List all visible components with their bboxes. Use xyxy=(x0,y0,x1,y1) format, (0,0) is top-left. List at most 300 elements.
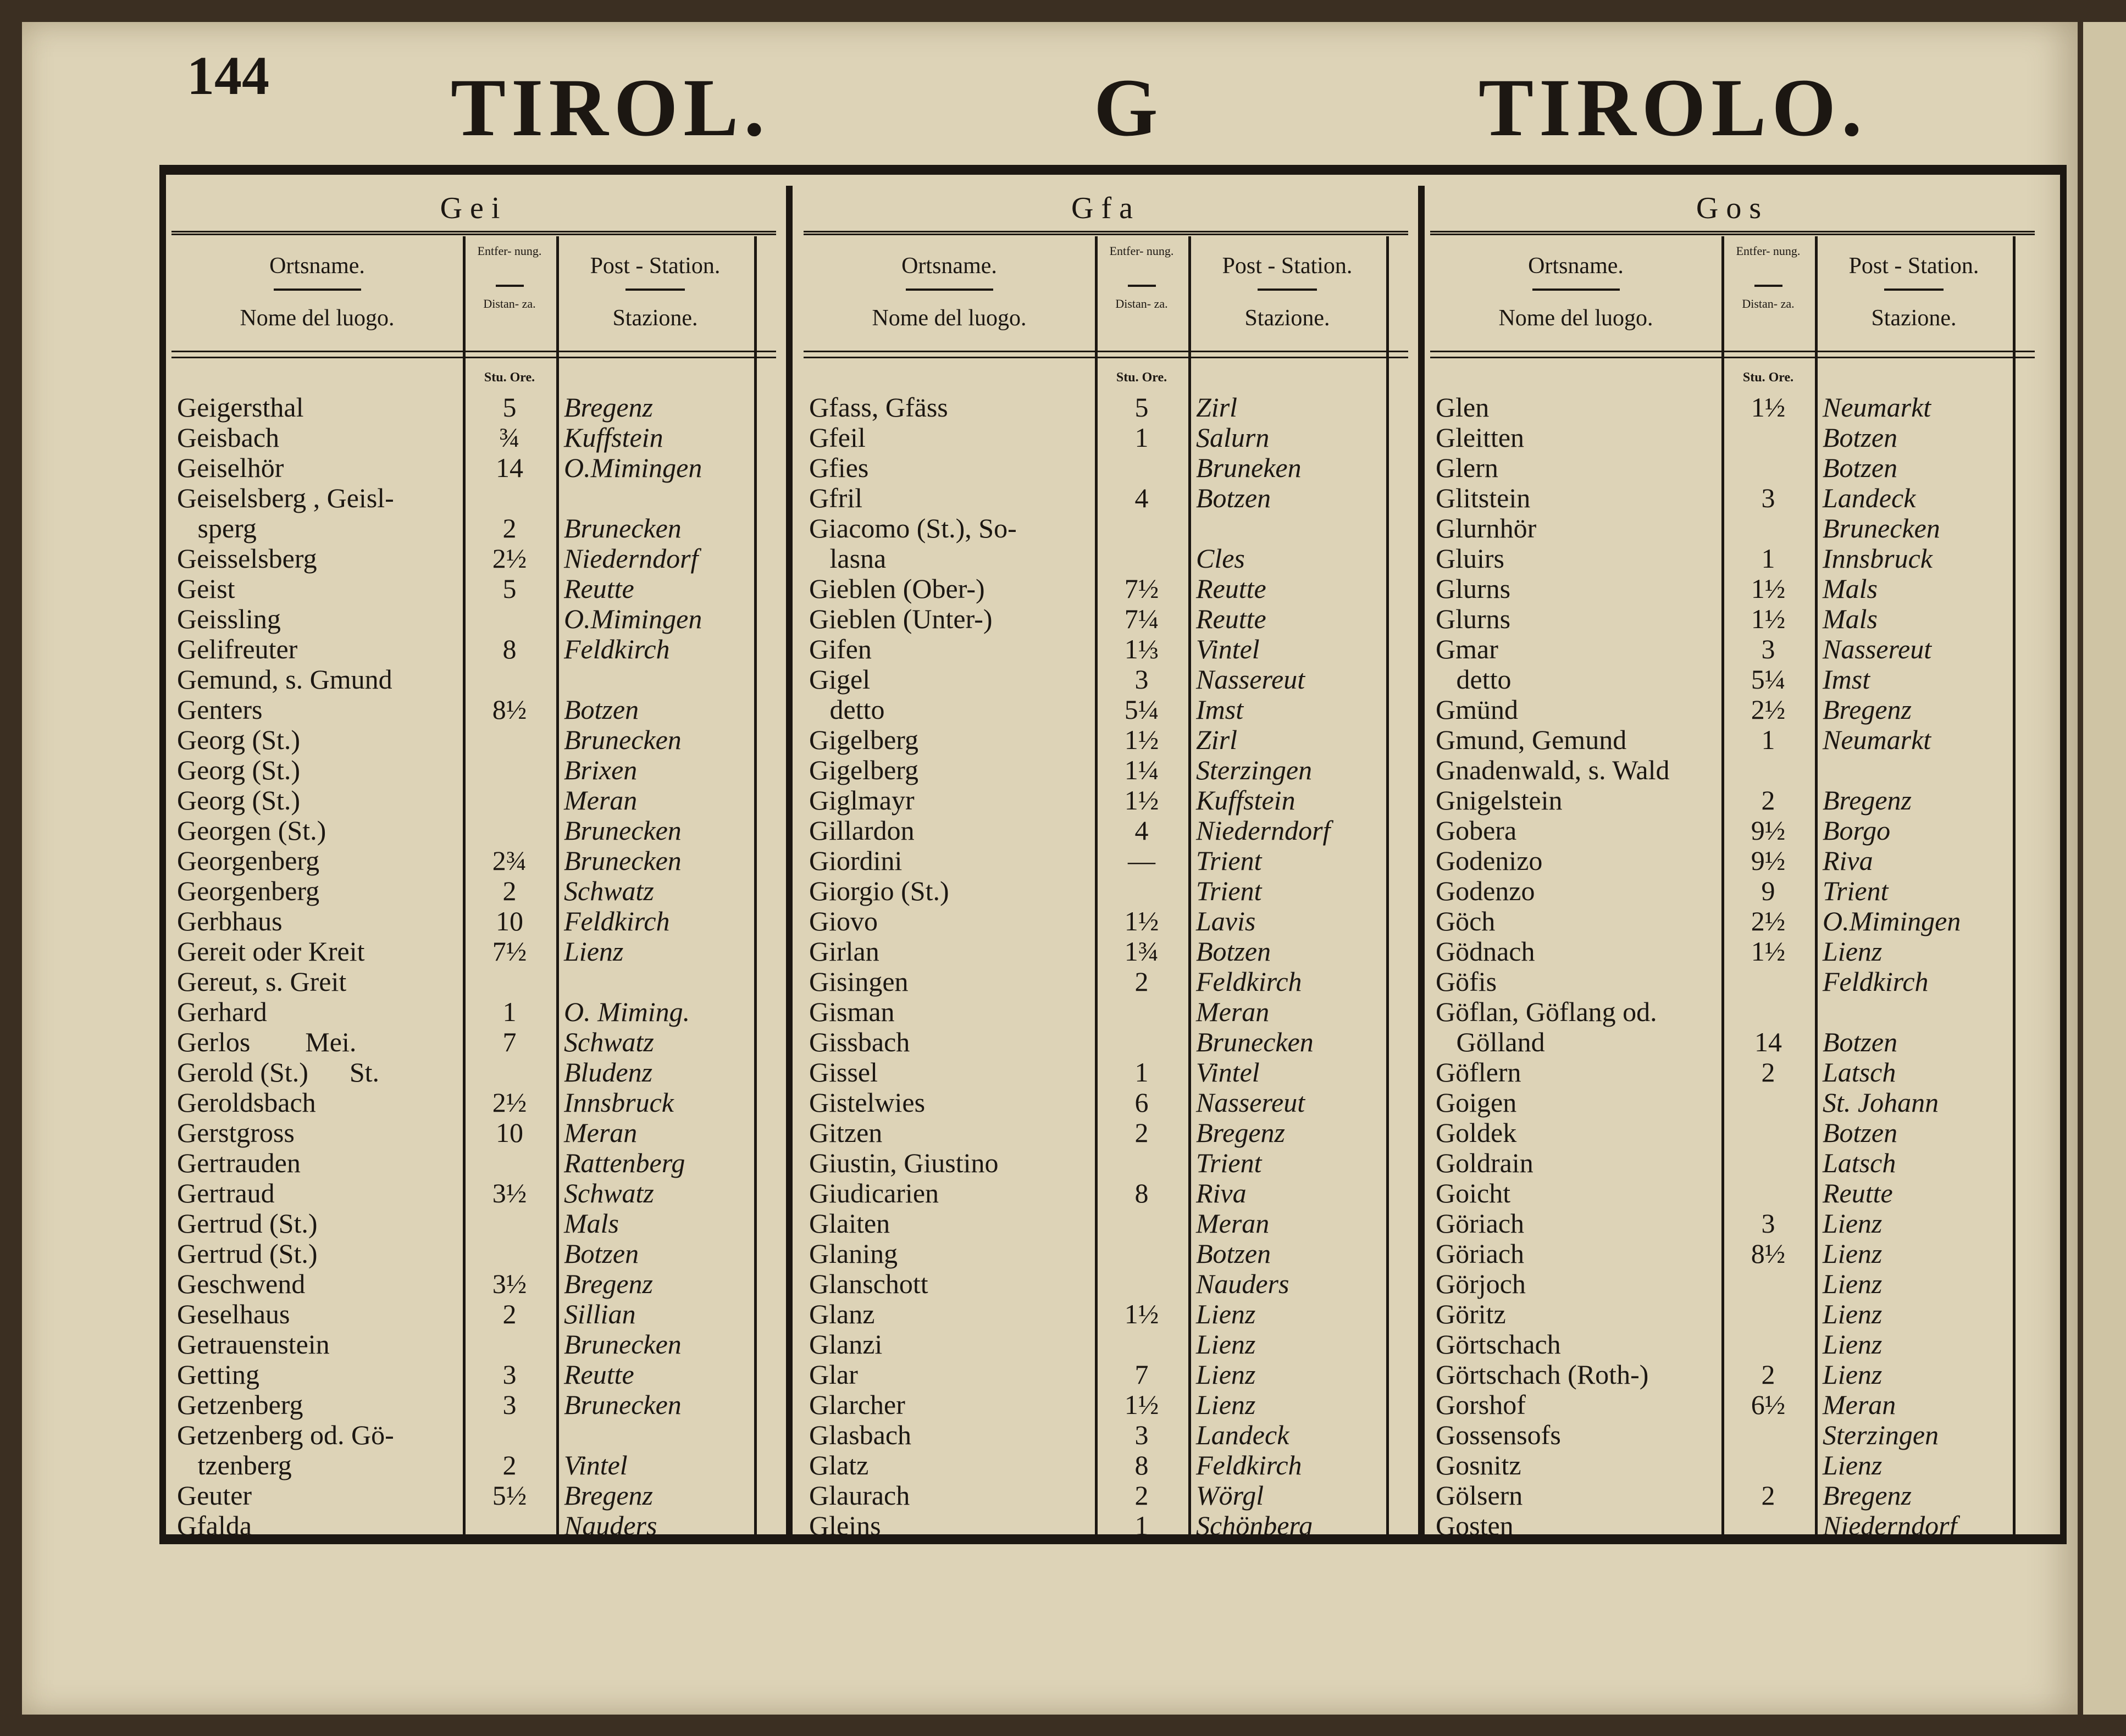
post-station: Botzen xyxy=(1196,482,1271,513)
place-name: Göch xyxy=(1436,906,1496,936)
entry-row xyxy=(804,634,1408,664)
entry-row xyxy=(804,967,1408,997)
entry-row xyxy=(804,1420,1408,1450)
post-station: Niederndorf xyxy=(1823,1510,1957,1541)
post-station: Feldkirch xyxy=(564,906,670,936)
place-name: Glurns xyxy=(1436,603,1511,634)
distance-value: 2 xyxy=(1134,966,1149,997)
place-name: Glurnhör xyxy=(1436,513,1537,543)
distance-value: 1½ xyxy=(1751,392,1786,423)
distance-value: 5 xyxy=(502,573,517,604)
post-station: Neumarkt xyxy=(1823,392,1931,423)
post-station: Lienz xyxy=(1823,936,1883,967)
distance-value: 2½ xyxy=(1751,906,1786,936)
post-station: Schwatz xyxy=(564,1178,654,1208)
entry-row xyxy=(171,1027,776,1057)
distance-value: 8 xyxy=(1134,1178,1149,1208)
place-name: Goldek xyxy=(1436,1117,1517,1148)
place-name: Glen xyxy=(1436,392,1490,423)
distance-value: 1 xyxy=(1761,543,1775,574)
place-name: Geuter xyxy=(177,1480,252,1511)
place-name: Glern xyxy=(1436,452,1498,483)
place-name: Gifen xyxy=(809,634,872,664)
post-station: St. Johann xyxy=(1823,1087,1939,1118)
header-place-name xyxy=(1430,236,1721,346)
place-name: Glitstein xyxy=(1436,482,1531,513)
place-name: Getzenberg od. Gö- xyxy=(177,1419,394,1450)
post-station: Feldkirch xyxy=(1196,1450,1302,1480)
entry-row xyxy=(1430,816,2035,846)
distance-value: 14 xyxy=(496,452,523,483)
place-name: Gfril xyxy=(809,482,863,513)
post-station: Neumarkt xyxy=(1823,724,1931,755)
entry-row xyxy=(1430,392,2035,423)
distance-value: 1½ xyxy=(1751,573,1786,604)
distance-value: 2 xyxy=(502,513,517,543)
distance-value: 5½ xyxy=(492,1480,527,1511)
entry-row xyxy=(804,543,1408,574)
post-station: Nassereut xyxy=(1196,1087,1305,1118)
post-station: O. Miming. xyxy=(564,996,690,1027)
place-name: Giustin, Giustino xyxy=(809,1147,999,1178)
header-post-station xyxy=(1815,236,2013,346)
post-station: Vintel xyxy=(564,1450,628,1480)
place-name: Gereut, s. Greit xyxy=(177,966,347,997)
place-name: Girlan xyxy=(809,936,879,967)
entry-list xyxy=(171,392,776,1541)
entry-row xyxy=(804,1178,1408,1208)
place-name: Gelifreuter xyxy=(177,634,298,664)
entry-row xyxy=(171,906,776,936)
entry-row xyxy=(804,876,1408,906)
header-rule xyxy=(1532,289,1620,291)
post-station: Riva xyxy=(1823,845,1873,876)
entry-row xyxy=(1430,936,2035,967)
entry-row xyxy=(171,1178,776,1208)
post-station: Trient xyxy=(1196,875,1262,906)
post-station: Latsch xyxy=(1823,1147,1896,1178)
distance-value: 9½ xyxy=(1751,845,1786,876)
group-label: Gos xyxy=(1430,186,2035,235)
post-station: Lienz xyxy=(1823,1268,1883,1299)
distance-value: 10 xyxy=(496,1117,523,1148)
distance-value: 8 xyxy=(1134,1450,1149,1480)
post-station: Kuffstein xyxy=(1196,785,1295,816)
entry-row xyxy=(1430,1148,2035,1178)
place-name: Gigelberg xyxy=(809,755,919,785)
entry-row xyxy=(804,1118,1408,1148)
distance-value: 6 xyxy=(1134,1087,1149,1118)
place-name: Gieblen (Ober-) xyxy=(809,573,985,604)
place-name: Gerstgross xyxy=(177,1117,295,1148)
post-station: Botzen xyxy=(1196,1238,1271,1269)
entry-row xyxy=(804,1360,1408,1390)
group-separator xyxy=(786,186,793,1538)
post-station: Landeck xyxy=(1823,482,1916,513)
place-name: detto xyxy=(809,694,885,725)
place-name: Gfeil xyxy=(809,422,866,453)
distance-value: 2 xyxy=(1134,1117,1149,1148)
page-number: 144 xyxy=(187,45,269,106)
gazetteer-table xyxy=(159,165,2067,1544)
place-name: lasna xyxy=(809,543,887,574)
post-station: Innsbruck xyxy=(1823,543,1933,574)
entry-row xyxy=(171,1450,776,1480)
entry-row xyxy=(804,1390,1408,1420)
place-name: Gieblen (Unter-) xyxy=(809,603,993,634)
distance-value: 10 xyxy=(496,906,523,936)
header-distance xyxy=(1095,236,1188,346)
entry-row xyxy=(171,1360,776,1390)
header-place-name xyxy=(804,236,1095,346)
place-name: Georgenberg xyxy=(177,845,320,876)
place-name: Gitzen xyxy=(809,1117,883,1148)
entry-row xyxy=(171,1511,776,1541)
entry-row xyxy=(1430,1360,2035,1390)
place-name: Glatz xyxy=(809,1450,869,1480)
header-post-station-de: Post - Station. xyxy=(1848,253,1979,279)
entry-row xyxy=(1430,664,2035,695)
post-station: Sterzingen xyxy=(1823,1419,1939,1450)
distance-value: 2¾ xyxy=(492,845,527,876)
post-station: Meran xyxy=(1823,1389,1896,1420)
post-station: Brunecken xyxy=(564,845,682,876)
entry-row xyxy=(171,785,776,816)
place-name: Gossensofs xyxy=(1436,1419,1561,1450)
post-station: Imst xyxy=(1196,694,1244,725)
post-station: Niederndorf xyxy=(1196,815,1331,846)
place-name: Gfies xyxy=(809,452,869,483)
place-name: Gisman xyxy=(809,996,895,1027)
distance-value: 14 xyxy=(1754,1027,1782,1057)
place-name: Georgen (St.) xyxy=(177,815,326,846)
post-station: Lienz xyxy=(1196,1329,1256,1360)
entry-row xyxy=(171,967,776,997)
header-distance-de: Entfer- nung. xyxy=(1109,244,1174,258)
post-station: Zirl xyxy=(1196,724,1238,755)
post-station: Bregenz xyxy=(1823,785,1912,816)
unit-label: Stu. Ore. xyxy=(1742,370,1794,385)
group-label: Gei xyxy=(171,186,776,235)
place-name: Giorgio (St.) xyxy=(809,875,949,906)
column-group-gei xyxy=(171,186,776,1541)
distance-value: 1 xyxy=(1134,422,1149,453)
place-name: Giacomo (St.), So- xyxy=(809,513,1017,543)
entry-row xyxy=(1430,906,2035,936)
header-place-name-de: Ortsname. xyxy=(1528,253,1624,279)
place-name: Gölland xyxy=(1436,1027,1545,1057)
post-station: Meran xyxy=(1196,1208,1270,1239)
entry-row xyxy=(1430,513,2035,543)
distance-value: 1 xyxy=(1134,1510,1149,1541)
distance-value: 8½ xyxy=(492,694,527,725)
entry-row xyxy=(804,906,1408,936)
place-name: Göritz xyxy=(1436,1299,1506,1329)
distance-value: 2 xyxy=(1761,1480,1775,1511)
header-distance-de: Entfer- nung. xyxy=(477,244,542,258)
entry-row xyxy=(1430,1178,2035,1208)
distance-value: 4 xyxy=(1134,482,1149,513)
place-name: Georg (St.) xyxy=(177,755,301,785)
place-name: Glaning xyxy=(809,1238,898,1269)
place-name: Gistelwies xyxy=(809,1087,926,1118)
place-name: sperg xyxy=(177,513,257,543)
header-rule xyxy=(1258,289,1317,291)
post-station: Riva xyxy=(1196,1178,1247,1208)
post-station: Lienz xyxy=(1196,1359,1256,1390)
place-name: Gereit oder Kreit xyxy=(177,936,365,967)
entry-row xyxy=(804,1148,1408,1178)
entry-list xyxy=(804,392,1408,1541)
column-group-gfa xyxy=(804,186,1408,1541)
header-divider xyxy=(171,351,776,358)
post-station: Brunecken xyxy=(564,1389,682,1420)
header-rule xyxy=(1128,285,1156,287)
place-name: Gorshof xyxy=(1436,1389,1526,1420)
distance-value: 7½ xyxy=(1124,573,1159,604)
post-station: Schwatz xyxy=(564,875,654,906)
place-name: Gnigelstein xyxy=(1436,785,1563,816)
post-station: Bregenz xyxy=(1823,694,1912,725)
place-name: Getting xyxy=(177,1359,259,1390)
place-name: Geisbach xyxy=(177,422,280,453)
entry-row xyxy=(804,1480,1408,1511)
distance-value: 7¼ xyxy=(1124,603,1159,634)
entry-row xyxy=(1430,1450,2035,1480)
distance-value: 3 xyxy=(1761,1208,1775,1239)
header-post-station-it: Stazione. xyxy=(1871,306,1957,331)
entry-row xyxy=(171,453,776,483)
post-station: Lienz xyxy=(1196,1389,1256,1420)
header-post-station-it: Stazione. xyxy=(1244,306,1330,331)
distance-value: 1½ xyxy=(1124,1299,1159,1329)
header-distance-de: Entfer- nung. xyxy=(1736,244,1801,258)
post-station: Reutte xyxy=(564,1359,634,1390)
post-station: Botzen xyxy=(1196,936,1271,967)
post-station: Reutte xyxy=(1823,1178,1893,1208)
distance-value: 8½ xyxy=(1751,1238,1786,1269)
post-station: Landeck xyxy=(1196,1419,1289,1450)
distance-value: 8 xyxy=(502,634,517,664)
distance-value: 7 xyxy=(502,1027,517,1057)
entry-row xyxy=(804,574,1408,604)
header-rule xyxy=(625,289,685,291)
post-station: Lienz xyxy=(1196,1299,1256,1329)
header-distance-it: Distan- za. xyxy=(1115,297,1168,310)
header-place-name xyxy=(171,236,463,346)
place-name: Gfass, Gfäss xyxy=(809,392,948,423)
title-german: TIROL. xyxy=(451,62,770,153)
place-name: Gmund, Gemund xyxy=(1436,724,1627,755)
place-name: Giordini xyxy=(809,845,903,876)
post-station: Feldkirch xyxy=(564,634,670,664)
header-post-station xyxy=(556,236,754,346)
post-station: Mals xyxy=(1823,603,1878,634)
place-name: Görtschach (Roth-) xyxy=(1436,1359,1649,1390)
place-name: Gnadenwald, s. Wald xyxy=(1436,755,1670,785)
entry-row xyxy=(171,574,776,604)
distance-value: 9½ xyxy=(1751,815,1786,846)
place-name: Gosnitz xyxy=(1436,1450,1521,1480)
entry-row xyxy=(171,1208,776,1239)
entry-row xyxy=(171,695,776,725)
entry-row xyxy=(171,755,776,785)
entry-row xyxy=(1430,423,2035,453)
entry-row xyxy=(1430,574,2035,604)
place-name: Godenizo xyxy=(1436,845,1543,876)
place-name: Giglmayr xyxy=(809,785,915,816)
entry-row xyxy=(804,755,1408,785)
place-name: Gluirs xyxy=(1436,543,1504,574)
entry-row xyxy=(804,846,1408,876)
header-distance xyxy=(1721,236,1815,346)
entry-row xyxy=(171,936,776,967)
header-place-name-it: Nome del luogo. xyxy=(240,306,395,331)
header-post-station-de: Post - Station. xyxy=(1222,253,1353,279)
entry-row xyxy=(804,392,1408,423)
place-name: Glar xyxy=(809,1359,858,1390)
entry-row xyxy=(171,1329,776,1360)
entry-row xyxy=(804,1027,1408,1057)
distance-value: 5 xyxy=(502,392,517,423)
distance-value: 2 xyxy=(1761,785,1775,816)
header-rule xyxy=(1884,289,1944,291)
entry-row xyxy=(1430,1420,2035,1450)
entry-row xyxy=(804,1299,1408,1329)
header-post-station-de: Post - Station. xyxy=(590,253,721,279)
entry-row xyxy=(1430,695,2035,725)
distance-value: 1¼ xyxy=(1124,755,1159,785)
post-station: Lienz xyxy=(1823,1299,1883,1329)
post-station: O.Mimingen xyxy=(1823,906,1961,936)
entry-row xyxy=(804,1269,1408,1299)
place-name: Georg (St.) xyxy=(177,785,301,816)
entry-row xyxy=(171,392,776,423)
distance-value: 3 xyxy=(1134,664,1149,695)
distance-value: 4 xyxy=(1134,815,1149,846)
header-distance xyxy=(463,236,556,346)
distance-value: 5¼ xyxy=(1751,664,1786,695)
header-rule xyxy=(274,289,361,291)
place-name: Gerlos Mei. xyxy=(177,1027,357,1057)
entry-row xyxy=(171,1148,776,1178)
entry-row xyxy=(171,604,776,634)
distance-value: 1½ xyxy=(1751,936,1786,967)
distance-value: 1½ xyxy=(1124,724,1159,755)
post-station: Vintel xyxy=(1196,634,1260,664)
place-name: Gillardon xyxy=(809,815,915,846)
entry-list xyxy=(1430,392,2035,1541)
place-name: Gissbach xyxy=(809,1027,910,1057)
post-station: Reutte xyxy=(1196,603,1266,634)
entry-row xyxy=(804,725,1408,755)
header-distance-it: Distan- za. xyxy=(483,297,536,310)
distance-value: 3 xyxy=(502,1359,517,1390)
post-station: Kuffstein xyxy=(564,422,663,453)
entry-row xyxy=(1430,483,2035,513)
place-name: Goicht xyxy=(1436,1178,1511,1208)
post-station: Bregenz xyxy=(564,1480,653,1511)
entry-row xyxy=(804,1239,1408,1269)
post-station: Brixen xyxy=(564,755,638,785)
place-name: Glaurach xyxy=(809,1480,910,1511)
entry-row xyxy=(804,1329,1408,1360)
distance-value: 3½ xyxy=(492,1178,527,1208)
group-separator xyxy=(1418,186,1425,1538)
post-station: Botzen xyxy=(564,1238,639,1269)
place-name: Gosten xyxy=(1436,1510,1514,1541)
entry-row xyxy=(1430,1027,2035,1057)
distance-value: 5 xyxy=(1134,392,1149,423)
post-station: Brunecken xyxy=(564,1329,682,1360)
place-name: Geiselsberg , Geisl- xyxy=(177,482,394,513)
place-name: Geschwend xyxy=(177,1268,306,1299)
distance-value: 2½ xyxy=(1751,694,1786,725)
place-name: Gerold (St.) St. xyxy=(177,1057,380,1088)
distance-value: 6½ xyxy=(1751,1389,1786,1420)
place-name: Goldrain xyxy=(1436,1147,1533,1178)
entry-row xyxy=(1430,1329,2035,1360)
post-station: Schönberg xyxy=(1196,1510,1313,1541)
post-station: Brunecken xyxy=(564,724,682,755)
post-station: Imst xyxy=(1823,664,1870,695)
entry-row xyxy=(1430,543,2035,574)
entry-row xyxy=(804,1208,1408,1239)
place-name: Getrauenstein xyxy=(177,1329,330,1360)
place-name: Giudicarien xyxy=(809,1178,939,1208)
place-name: Geissling xyxy=(177,603,281,634)
post-station: Wörgl xyxy=(1196,1480,1264,1511)
distance-value: 1 xyxy=(502,996,517,1027)
place-name: Gertraud xyxy=(177,1178,275,1208)
entry-row xyxy=(1430,634,2035,664)
entry-row xyxy=(1430,1269,2035,1299)
entry-row xyxy=(804,1057,1408,1088)
place-name: Gertrauden xyxy=(177,1147,301,1178)
entry-row xyxy=(171,725,776,755)
header-place-name-it: Nome del luogo. xyxy=(1498,306,1653,331)
post-station: Reutte xyxy=(1196,573,1266,604)
entry-row xyxy=(171,423,776,453)
place-name: Görjoch xyxy=(1436,1268,1526,1299)
entry-row xyxy=(804,453,1408,483)
entry-row xyxy=(171,1269,776,1299)
distance-value: 1½ xyxy=(1124,1389,1159,1420)
entry-row xyxy=(171,846,776,876)
place-name: Geist xyxy=(177,573,235,604)
entry-row xyxy=(1430,1057,2035,1088)
distance-value: 3½ xyxy=(492,1268,527,1299)
place-name: Gfalda xyxy=(177,1510,252,1541)
post-station: Latsch xyxy=(1823,1057,1896,1088)
place-name: Glanzi xyxy=(809,1329,883,1360)
place-name: Glurns xyxy=(1436,573,1511,604)
distance-value: 2 xyxy=(1761,1359,1775,1390)
header-distance-it: Distan- za. xyxy=(1742,297,1795,310)
entry-row xyxy=(804,1450,1408,1480)
entry-row xyxy=(1430,785,2035,816)
place-name: Gerbhaus xyxy=(177,906,283,936)
post-station: Vintel xyxy=(1196,1057,1260,1088)
post-station: Lienz xyxy=(564,936,624,967)
post-station: Bregenz xyxy=(564,392,653,423)
entry-row xyxy=(804,695,1408,725)
place-name: Göriach xyxy=(1436,1208,1525,1239)
header-post-station-it: Stazione. xyxy=(612,306,698,331)
entry-row xyxy=(171,543,776,574)
entry-row xyxy=(1430,1088,2035,1118)
entry-row xyxy=(171,997,776,1027)
